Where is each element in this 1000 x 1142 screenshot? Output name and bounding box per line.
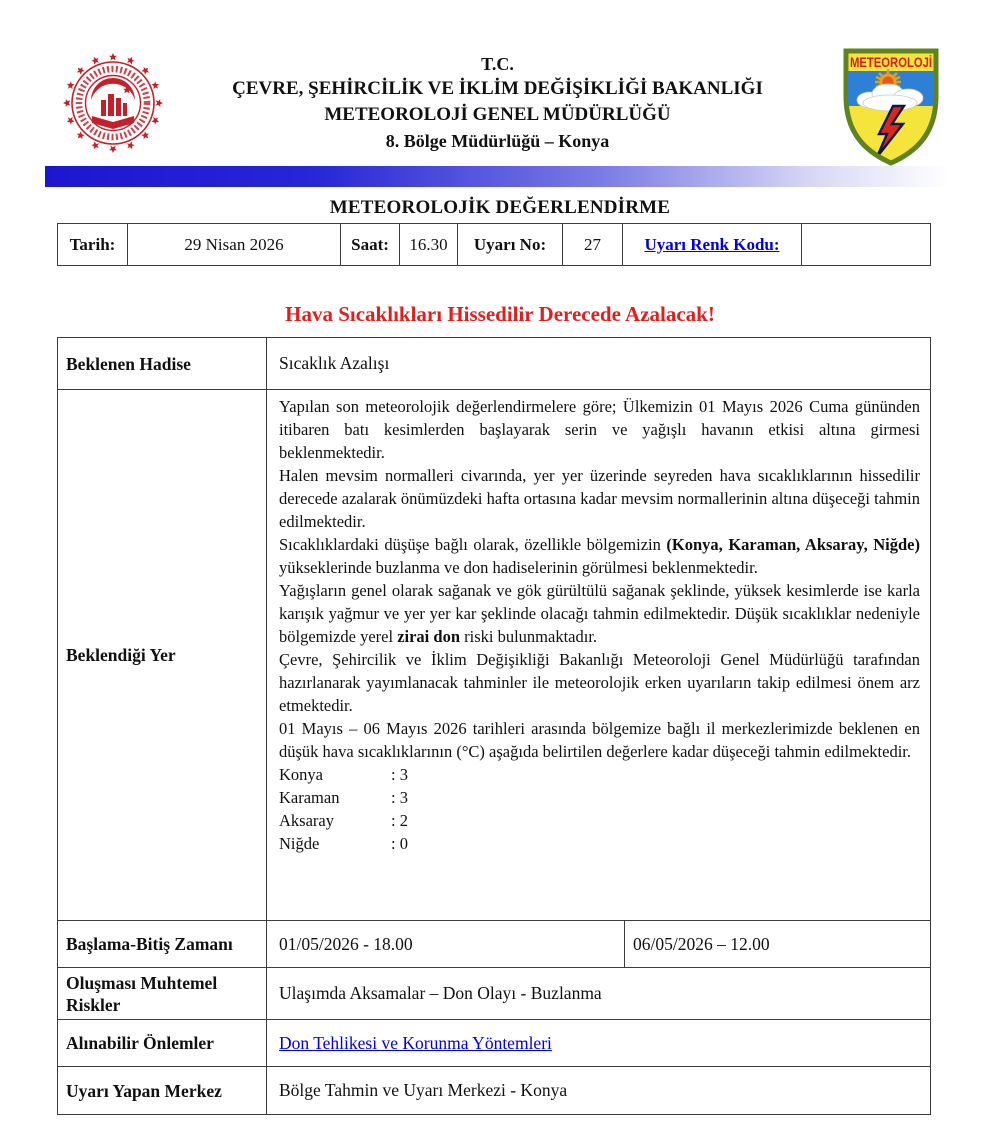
date-value: 29 Nisan 2026 — [128, 224, 341, 265]
body-paragraph: Yağışların genel olarak sağanak ve gök gürültülü sağanak şeklinde, yüksek kesimlerde ise karla karışık yağmur ve yer yer kar şeklinde olacağı tahmin edilmektedir. Düşük sıcaklıklar nedeniyle bölgemizde yerel zirai don riski bulunmaktadır. — [279, 581, 920, 646]
document-header — [170, 52, 825, 154]
table-row-expected-event — [58, 338, 930, 389]
body-paragraph: Yapılan son meteorolojik değerlendirmelere göre; Ülkemizin 01 Mayıs 2026 Cuma gününden itibaren batı kesimlerden başlayarak serin ve yağışlı havanın etkisi altına girmesi beklenmektedir. — [279, 397, 920, 462]
end-datetime: 06/05/2026 – 12.00 — [633, 933, 770, 954]
table-row-precautions — [58, 1019, 930, 1066]
header-tc: T.C. — [481, 54, 514, 74]
precautions-cell — [267, 1020, 930, 1066]
body-paragraph: Sıcaklıklardaki düşüşe bağlı olarak, özellikle bölgemizin (Konya, Karaman, Aksaray, Niğde) yükseklerinde buzlanma ve don hadiselerinin görülmesi beklenmektedir. — [279, 535, 920, 577]
body-paragraph: 01 Mayıs – 06 Mayıs 2026 tarihleri arasında bölgemize bağlı il merkezlerimizde beklenen en düşük hava sıcaklıklarının (°C) aşağıda belirtilen değerlere kadar düşeceği tahmin edilmektedir. — [279, 719, 920, 761]
table-row-warning-center — [58, 1066, 930, 1114]
alert-title: Hava Sıcaklıkları Hissedilir Derecede Azalacak! — [285, 302, 715, 326]
ministry-seal-icon — [58, 48, 168, 160]
time-value: 16.30 — [400, 224, 458, 265]
time-label: Saat: — [341, 224, 400, 265]
warning-no-label: Uyarı No: — [458, 224, 563, 265]
precautions-link[interactable]: Don Tehlikesi ve Korunma Yöntemleri — [279, 1032, 552, 1053]
start-end-label: Başlama-Bitiş Zamanı — [58, 921, 267, 967]
section-title: METEOROLOJİK DEĞERLENDİRME — [329, 197, 671, 218]
meteorology-shield-icon — [834, 44, 948, 168]
assessment-body — [267, 390, 930, 920]
risks-value: Ulaşımda Aksamalar – Don Olayı - Buzlanma — [279, 983, 602, 1003]
start-datetime: 01/05/2026 - 18.00 — [267, 921, 625, 967]
expected-event-value: Sıcaklık Azalışı — [279, 353, 390, 373]
temperature-line: Karaman : 3 — [279, 788, 408, 807]
table-row-risks — [58, 967, 930, 1019]
table-row-start-end — [58, 920, 930, 967]
precautions-label: Alınabilir Önlemler — [58, 1020, 267, 1066]
color-code-link[interactable]: Uyarı Renk Kodu: — [644, 234, 780, 254]
expected-location-label: Beklendiği Yer — [58, 390, 267, 920]
temperature-list — [279, 763, 920, 855]
header-ministry: ÇEVRE, ŞEHİRCİLİK VE İKLİM DEĞİŞİKLİĞİ BAKANLIĞI — [232, 78, 763, 99]
color-code-value — [802, 224, 930, 265]
risks-label: Oluşması Muhtemel Riskler — [58, 968, 267, 1019]
temperature-line: Aksaray : 2 — [279, 811, 408, 830]
warning-no-value: 27 — [563, 224, 623, 265]
date-label: Tarih: — [58, 224, 128, 265]
assessment-table — [57, 337, 931, 1115]
expected-event-label: Beklenen Hadise — [58, 338, 267, 389]
blue-gradient-bar — [45, 166, 950, 187]
info-table — [57, 223, 931, 266]
warning-center-value: Bölge Tahmin ve Uyarı Merkezi - Konya — [279, 1080, 568, 1100]
header-directorate: METEOROLOJİ GENEL MÜDÜRLÜĞÜ — [324, 104, 671, 125]
warning-center-label: Uyarı Yapan Merkez — [58, 1067, 267, 1114]
shield-logo-text: METEOROLOJİ — [850, 54, 932, 70]
body-paragraph: Çevre, Şehircilik ve İklim Değişikliği Bakanlığı Meteoroloji Genel Müdürlüğü tarafından hazırlanarak yayımlanacak tahminler ile meteorolojik erken uyarıların takip edilmesi önem arz etmektedir. — [279, 650, 920, 715]
header-region: 8. Bölge Müdürlüğü – Konya — [385, 131, 610, 151]
temperature-line: Niğde : 0 — [279, 834, 408, 853]
table-row-expected-location — [58, 389, 930, 920]
temperature-line: Konya : 3 — [279, 765, 408, 784]
color-code-cell — [623, 224, 802, 265]
body-paragraph: Halen mevsim normalleri civarında, yer yer üzerinde seyreden hava sıcaklıklarının hissedilir derecede azalarak önümüzdeki hafta ortasına kadar mevsim normallerinin altına düşeceği tahmin edilmektedir. — [279, 466, 920, 531]
